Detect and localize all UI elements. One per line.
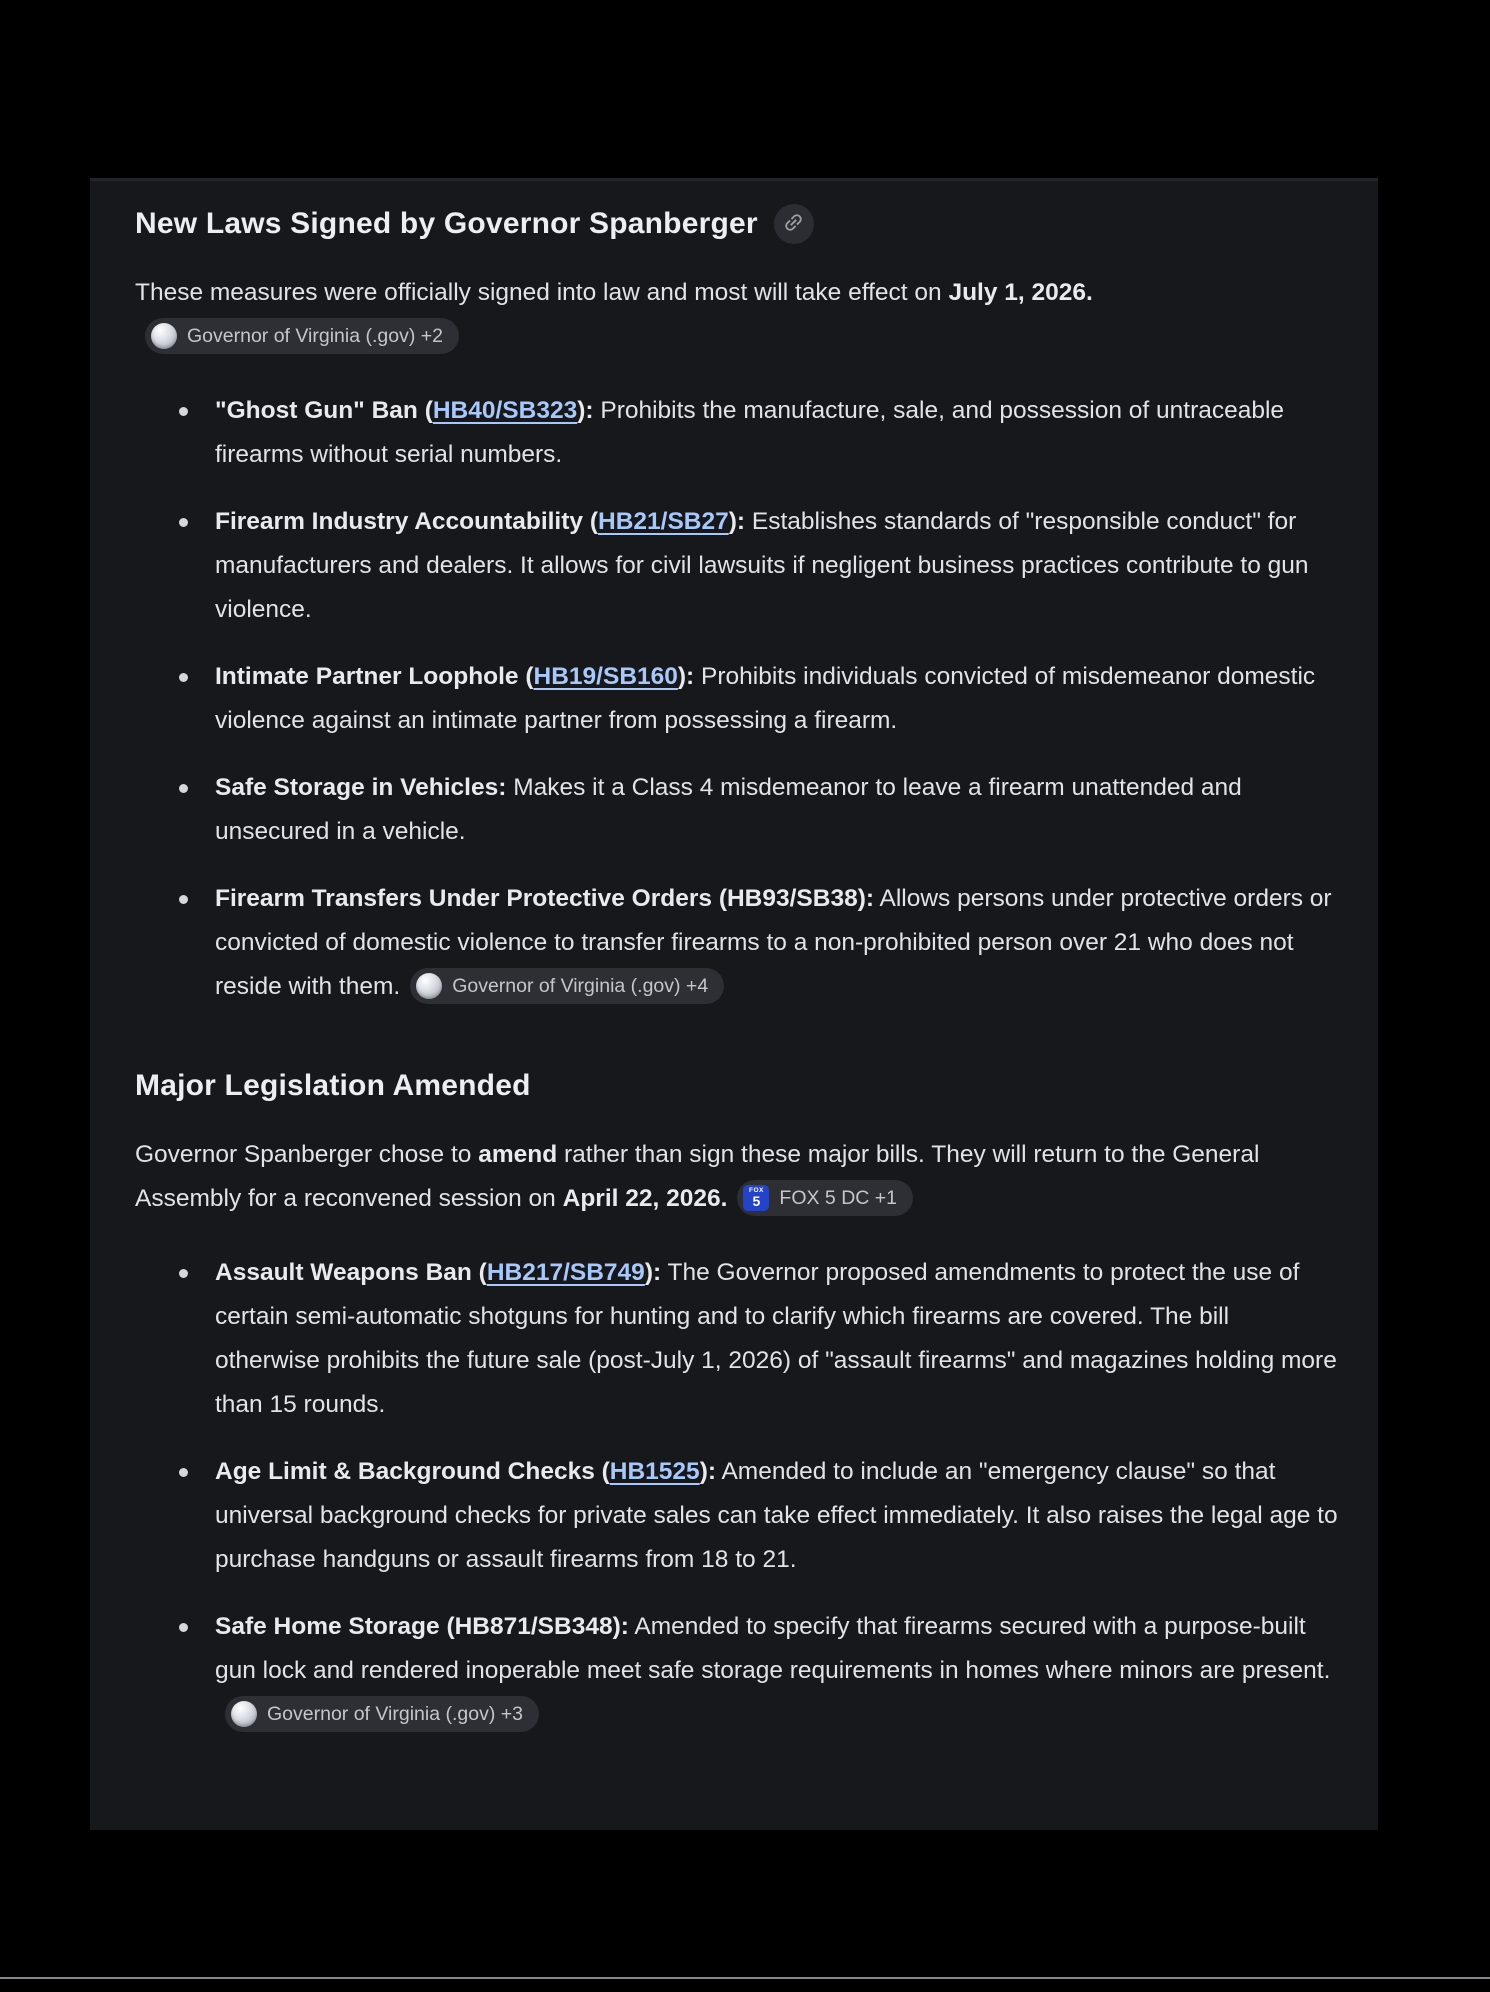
text-run: amend [478, 1141, 558, 1168]
text-run: Firearm Industry Accountability ( [215, 508, 598, 535]
list-item [215, 1605, 1338, 1737]
citation-badge[interactable] [410, 968, 724, 1004]
text-run: rather than sign these major bills. They will return to the General Assembly for a reconvened session on [135, 1141, 1260, 1212]
bill-link[interactable]: HB1525 [609, 1458, 700, 1485]
fox5-favicon [743, 1185, 769, 1211]
bill-link[interactable]: HB217/SB749 [486, 1259, 645, 1286]
text-run: Allows persons under protective orders or convicted of domestic violence to transfer firearms to a non-prohibited person over 21 who does not reside with them. [215, 885, 1332, 1000]
text-run: July 1, 2026. [948, 279, 1093, 306]
bill-link[interactable]: HB21/SB27 [598, 508, 729, 535]
bill-link[interactable]: HB40/SB323 [432, 397, 578, 424]
text-run: April 22, 2026. [562, 1185, 728, 1212]
text-run: Amended to specify that firearms secured with a purpose-built gun lock and rendered inoperable meet safe storage requirements in homes where minors are present. [215, 1613, 1331, 1684]
text-run: Establishes standards of "responsible conduct" for manufacturers and dealers. It allows for civil lawsuits if negligent business practices contribute to gun violence. [215, 508, 1309, 623]
link-icon [782, 211, 805, 237]
citation-badge[interactable] [145, 318, 459, 354]
content-section [135, 1063, 1338, 1737]
text-run: Safe Home Storage (HB871/SB348): [215, 1613, 629, 1640]
text-run: Age Limit & Background Checks ( [215, 1458, 610, 1485]
text-run: ): [577, 397, 594, 424]
text-run: Prohibits the manufacture, sale, and possession of untraceable firearms without serial numbers. [215, 397, 1285, 468]
section-intro [135, 271, 1210, 359]
content-panel [90, 178, 1378, 1830]
text-run: Intimate Partner Loophole ( [215, 663, 534, 690]
text-run: Assault Weapons Ban ( [215, 1259, 487, 1286]
text-run: Firearm Transfers Under Protective Orders (HB93/SB38): [215, 885, 875, 912]
list-item [215, 389, 1338, 477]
section-intro [135, 1133, 1338, 1221]
bullet-list [135, 1251, 1338, 1737]
text-run: ): [728, 508, 746, 535]
text-run: Governor Spanberger chose to [135, 1141, 479, 1168]
bill-link[interactable]: HB19/SB160 [533, 663, 678, 690]
text-run: Amended to include an "emergency clause" so that universal background checks for private sales can take effect immediately. It also raises the legal age to purchase handguns or assault firearms from 18 to 21. [215, 1458, 1338, 1573]
list-item [215, 655, 1338, 743]
text-run: ): [699, 1458, 717, 1485]
content-section [135, 201, 1338, 1009]
list-item [215, 500, 1338, 632]
fox5-favicon-text: FOX [748, 1186, 764, 1194]
citation-badge-label: FOX 5 DC +1 [779, 1186, 898, 1209]
fox5-favicon-number: 5 [752, 1192, 761, 1209]
text-run: Safe Storage in Vehicles: [215, 774, 507, 801]
bullet-list [135, 389, 1338, 1009]
list-item [215, 1251, 1338, 1427]
list-item [215, 1450, 1338, 1582]
text-run: ): [677, 663, 695, 690]
heading-link-button[interactable] [774, 204, 814, 244]
source-favicon-globe [231, 1701, 257, 1727]
text-run: ): [644, 1259, 662, 1286]
text-run: Makes it a Class 4 misdemeanor to leave a firearm unattended and unsecured in a vehicle. [215, 774, 1242, 845]
citation-badge[interactable] [737, 1180, 913, 1216]
source-favicon-globe [151, 323, 177, 349]
text-run: These measures were officially signed into law and most will take effect on [135, 279, 949, 306]
list-item [215, 877, 1338, 1009]
citation-badge-label: Governor of Virginia (.gov) +4 [452, 974, 709, 997]
section-heading-row [135, 1063, 1338, 1109]
citation-badge-label: Governor of Virginia (.gov) +2 [187, 324, 443, 347]
text-run: The Governor proposed amendments to protect the use of certain semi-automatic shotguns for hunting and to clarify which firearms are covered. The bill otherwise prohibits the future sale (post-July 1, 2026) of "assault firearms" and magazines holding more than 15 rounds. [215, 1259, 1337, 1418]
text-run: "Ghost Gun" Ban ( [215, 397, 433, 424]
list-item [215, 766, 1338, 854]
section-heading: New Laws Signed by Governor Spanberger [135, 207, 758, 240]
text-run: Prohibits individuals convicted of misdemeanor domestic violence against an intimate partner from possessing a firearm. [215, 663, 1316, 734]
section-heading: Major Legislation Amended [135, 1069, 531, 1102]
bottom-divider [0, 1977, 1490, 1979]
citation-badge[interactable] [225, 1696, 539, 1732]
source-favicon-globe [416, 973, 442, 999]
section-heading-row [135, 201, 1338, 247]
citation-badge-label: Governor of Virginia (.gov) +3 [267, 1702, 523, 1725]
